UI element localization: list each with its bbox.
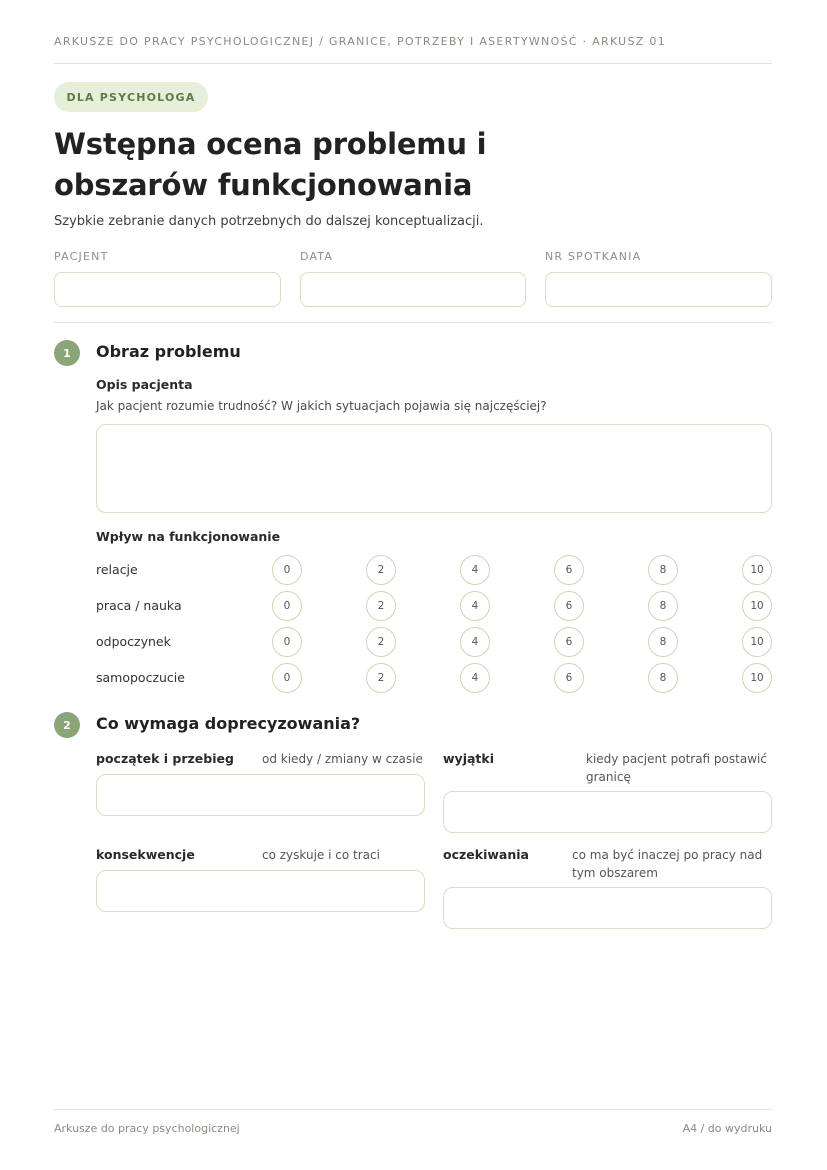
patient-description-field[interactable] xyxy=(96,424,772,513)
expectations-title: oczekiwania xyxy=(443,847,529,862)
impact-row xyxy=(96,627,772,657)
expectations-hint: co ma być inaczej po pracy nad tym obszarem xyxy=(572,848,763,880)
rating-option[interactable]: 2 xyxy=(366,663,396,693)
patient-description-hint: Jak pacjent rozumie trudność? W jakich sytuacjach pojawia się najczęściej? xyxy=(96,399,547,413)
section-1-number: 1 xyxy=(54,340,80,366)
onset-course-title: początek i przebieg xyxy=(96,751,234,766)
section-1-title: Obraz problemu xyxy=(96,342,241,361)
rating-option[interactable]: 0 xyxy=(272,591,302,621)
section-2-number: 2 xyxy=(54,712,80,738)
rating-option[interactable]: 8 xyxy=(648,555,678,585)
impact-row xyxy=(96,555,772,585)
rating-option[interactable]: 10 xyxy=(742,555,772,585)
rating-option[interactable]: 8 xyxy=(648,591,678,621)
impact-row-label: odpoczynek xyxy=(96,634,171,649)
session-number-field[interactable] xyxy=(545,272,772,307)
rating-option[interactable]: 6 xyxy=(554,591,584,621)
consequences-hint: co zyskuje i co traci xyxy=(262,848,380,862)
rating-option[interactable]: 6 xyxy=(554,555,584,585)
rating-option[interactable]: 6 xyxy=(554,663,584,693)
rating-option[interactable]: 2 xyxy=(366,555,396,585)
page-title: Wstępna ocena problemu i obszarów funkcjonowania xyxy=(54,127,487,202)
patient-label: PACJENT xyxy=(54,250,109,263)
footer-left: Arkusze do pracy psychologicznej xyxy=(54,1122,240,1135)
impact-row-label: relacje xyxy=(96,562,138,577)
rating-option[interactable]: 0 xyxy=(272,555,302,585)
consequences-field[interactable] xyxy=(96,870,425,912)
session-number-label: NR SPOTKANIA xyxy=(545,250,642,263)
rating-option[interactable]: 10 xyxy=(742,627,772,657)
running-head: ARKUSZE DO PRACY PSYCHOLOGICZNEJ / GRANICE, POTRZEBY I ASERTYWNOŚĆ · ARKUSZ 01 xyxy=(54,35,667,48)
impact-row xyxy=(96,663,772,693)
page-subtitle: Szybkie zebranie danych potrzebnych do dalszej konceptualizacji. xyxy=(54,214,484,229)
rating-option[interactable]: 0 xyxy=(272,627,302,657)
rating-option[interactable]: 10 xyxy=(742,663,772,693)
rating-option[interactable]: 8 xyxy=(648,627,678,657)
fields-divider xyxy=(54,322,772,323)
rating-option[interactable]: 6 xyxy=(554,627,584,657)
rating-option[interactable]: 4 xyxy=(460,663,490,693)
patient-field[interactable] xyxy=(54,272,281,307)
onset-course-field[interactable] xyxy=(96,774,425,816)
impact-row-label: praca / nauka xyxy=(96,598,182,613)
rating-option[interactable]: 4 xyxy=(460,591,490,621)
patient-description-title: Opis pacjenta xyxy=(96,377,193,392)
exceptions-hint: kiedy pacjent potrafi postawić granicę xyxy=(586,752,767,784)
consequences-title: konsekwencje xyxy=(96,847,195,862)
section-2-title: Co wymaga doprecyzowania? xyxy=(96,714,361,733)
exceptions-title: wyjątki xyxy=(443,751,494,766)
rating-option[interactable]: 0 xyxy=(272,663,302,693)
footer-right: A4 / do wydruku xyxy=(682,1122,772,1135)
impact-row-label: samopoczucie xyxy=(96,670,185,685)
onset-course-hint: od kiedy / zmiany w czasie xyxy=(262,752,423,766)
rating-option[interactable]: 4 xyxy=(460,627,490,657)
date-label: DATA xyxy=(300,250,334,263)
rating-option[interactable]: 10 xyxy=(742,591,772,621)
rating-option[interactable]: 2 xyxy=(366,591,396,621)
footer-divider xyxy=(54,1109,772,1110)
date-field[interactable] xyxy=(300,272,526,307)
exceptions-field[interactable] xyxy=(443,791,772,833)
rating-option[interactable]: 2 xyxy=(366,627,396,657)
rating-option[interactable]: 8 xyxy=(648,663,678,693)
rating-option[interactable]: 4 xyxy=(460,555,490,585)
header-divider xyxy=(54,63,772,64)
impact-row xyxy=(96,591,772,621)
impact-title: Wpływ na funkcjonowanie xyxy=(96,529,281,544)
expectations-field[interactable] xyxy=(443,887,772,929)
audience-badge: DLA PSYCHOLOGA xyxy=(54,82,208,112)
